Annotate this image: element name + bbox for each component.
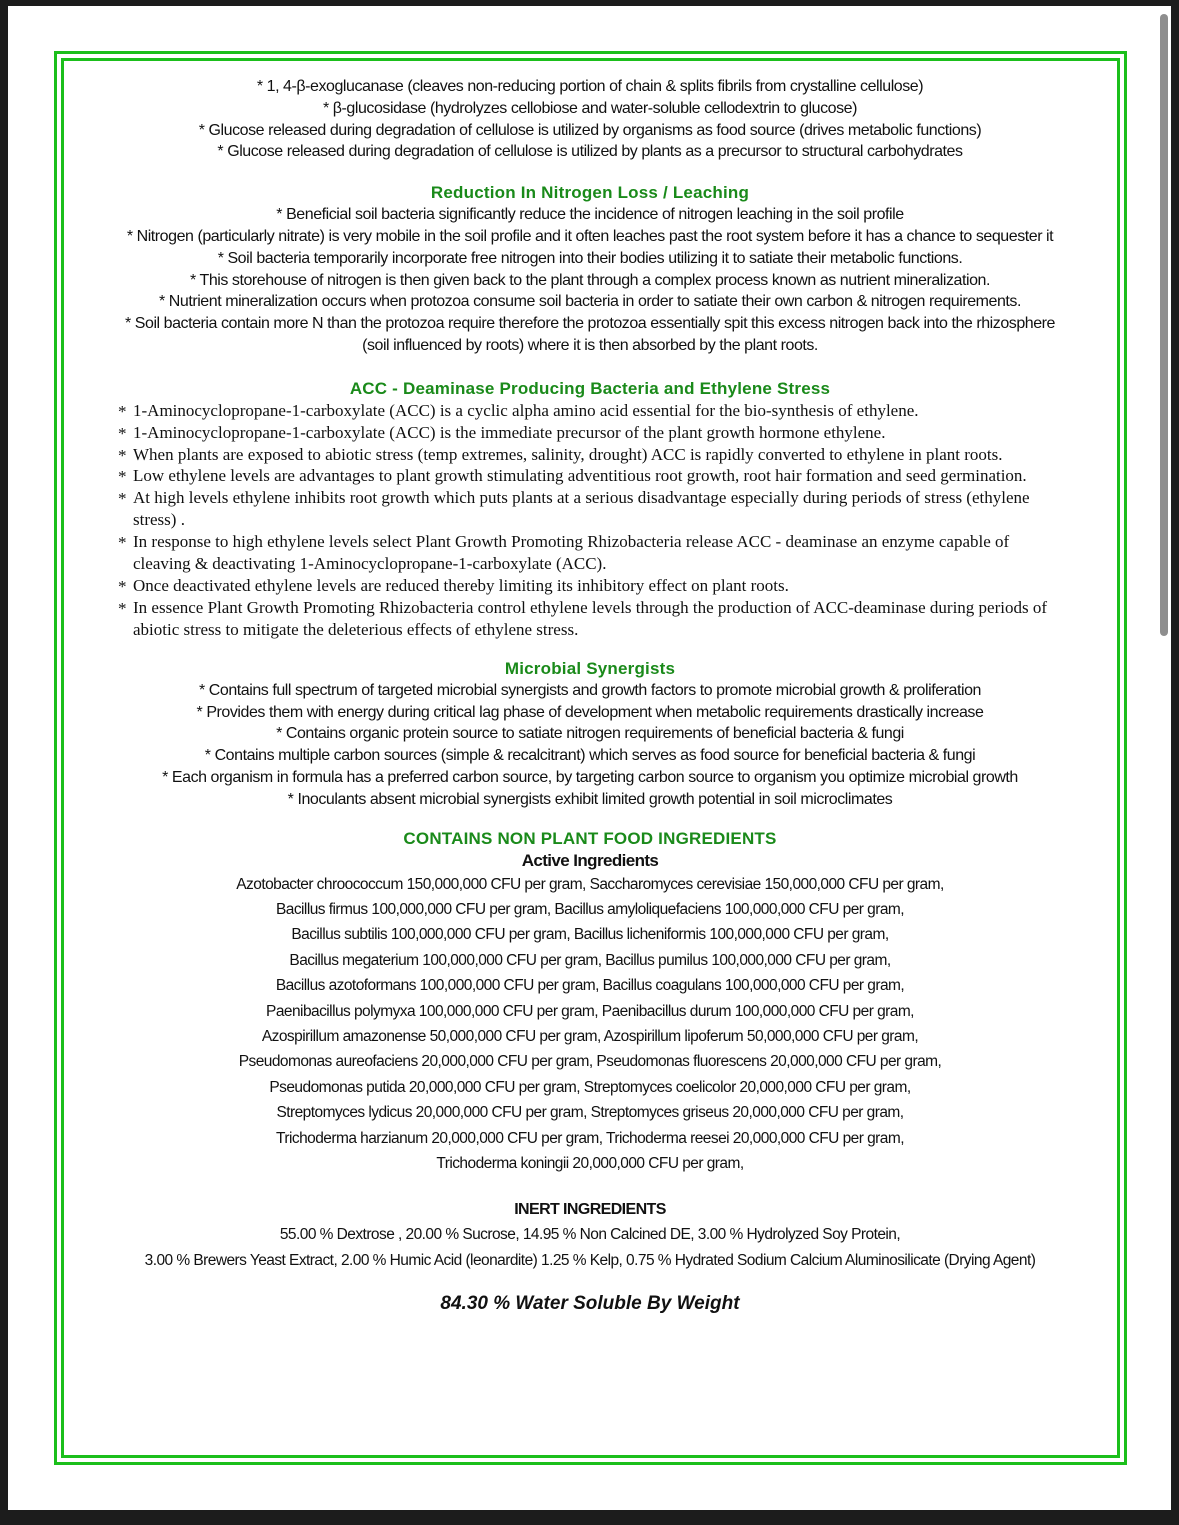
nitrogen-line: (soil influenced by roots) where it is then absorbed by the plant roots.: [362, 336, 818, 354]
synergist-line: * Each organism in formula has a preferred carbon source, by targeting carbon source to organism you optimize microbial growth: [162, 768, 1018, 786]
nitrogen-line: * Nitrogen (particularly nitrate) is very mobile in the soil profile and it often leaches past the root system before it has a chance to sequester it: [126, 227, 1054, 245]
active-ingredient-line: Trichoderma koningii 20,000,000 CFU per gram,: [436, 1154, 744, 1172]
inert-ingredient-line: 3.00 % Brewers Yeast Extract, 2.00 % Humic Acid (leonardite) 1.25 % Kelp, 0.75 % Hydrated Sodium Calcium Aluminosilicate (Drying Agent): [144, 1252, 1036, 1270]
intro-line: * Glucose released during degradation of cellulose is utilized by plants as a precursor to structural carbohydrates: [217, 143, 963, 161]
acc-item: * Once deactivated ethylene levels are reduced thereby limiting its inhibitory effect on plant roots.: [118, 575, 1063, 597]
active-ingredient-line: Azospirillum amazonense 50,000,000 CFU per gram, Azospirillum lipoferum 50,000,000 CFU per gram,: [261, 1027, 919, 1045]
acc-heading: ACC - Deaminase Producing Bacteria and Ethylene Stress: [349, 378, 831, 398]
acc-item: * Low ethylene levels are advantages to plant growth stimulating adventitious root growth, root hair formation and seed germination.: [118, 465, 1063, 487]
active-ingredient-line: Bacillus megaterium 100,000,000 CFU per gram, Bacillus pumilus 100,000,000 CFU per gram,: [289, 951, 891, 969]
synergists-section: [70, 680, 1110, 811]
ingredients-heading: CONTAINS NON PLANT FOOD INGREDIENTS: [403, 828, 777, 848]
acc-list: [70, 400, 1110, 641]
nitrogen-section: [70, 204, 1110, 357]
nitrogen-line: * Soil bacteria contain more N than the protozoa require therefore the protozoa essentially spit this excess nitrogen back into the rhizosphere: [125, 315, 1055, 333]
nitrogen-line: * Beneficial soil bacteria significantly reduce the incidence of nitrogen leaching in the soil profile: [276, 206, 904, 224]
inert-ingredient-line: 55.00 % Dextrose , 20.00 % Sucrose, 14.95 % Non Calcined DE, 3.00 % Hydrolyzed Soy Protein,: [279, 1226, 901, 1244]
nitrogen-line: * This storehouse of nitrogen is then given back to the plant through a complex process known as nutrient mineralization.: [190, 271, 990, 289]
synergist-line: * Provides them with energy during critical lag phase of development when metabolic requirements drastically increase: [196, 703, 984, 721]
acc-item: * 1-Aminocyclopropane-1-carboxylate (ACC) is a cyclic alpha amino acid essential for the bio-synthesis of ethylene.: [118, 400, 1063, 422]
active-ingredient-line: Bacillus subtilis 100,000,000 CFU per gram, Bacillus licheniformis 100,000,000 CFU per gram,: [291, 926, 889, 944]
intro-line: * β-glucosidase (hydrolyzes cellobiose and water-soluble cellodextrin to glucose): [323, 99, 857, 117]
nitrogen-line: * Soil bacteria temporarily incorporate free nitrogen into their bodies utilizing it to satiate their metabolic functions.: [217, 249, 963, 267]
synergist-line: * Contains multiple carbon sources (simple & recalcitrant) which serves as food source for beneficial bacteria & fungi: [204, 747, 976, 765]
active-ingredient-line: Azotobacter chroococcum 150,000,000 CFU per gram, Saccharomyces cerevisiae 150,000,000 CFU per gram,: [236, 875, 944, 893]
inert-ingredients-title: INERT INGREDIENTS: [514, 1201, 666, 1219]
label-content: [70, 76, 1110, 1317]
active-ingredient-line: Paenibacillus polymyxa 100,000,000 CFU per gram, Paenibacillus durum 100,000,000 CFU per gram,: [266, 1002, 914, 1020]
acc-item: * In response to high ethylene levels select Plant Growth Promoting Rhizobacteria release ACC - deaminase an enzyme capable of cleaving & deactivating 1-Aminocyclopropane-1-carboxylate (ACC).: [118, 531, 1063, 575]
active-ingredient-line: Bacillus azotoformans 100,000,000 CFU per gram, Bacillus coagulans 100,000,000 CFU per gram,: [275, 977, 905, 995]
intro-section: [70, 76, 1110, 163]
nitrogen-heading: Reduction In Nitrogen Loss / Leaching: [430, 183, 750, 203]
active-ingredient-line: Pseudomonas putida 20,000,000 CFU per gram, Streptomyces coelicolor 20,000,000 CFU per gram,: [269, 1078, 911, 1096]
active-ingredients-title: Active Ingredients: [521, 850, 659, 870]
acc-item: * 1-Aminocyclopropane-1-carboxylate (ACC) is the immediate precursor of the plant growth hormone ethylene.: [118, 422, 1063, 444]
active-ingredient-line: Trichoderma harzianum 20,000,000 CFU per gram, Trichoderma reesei 20,000,000 CFU per gram,: [276, 1129, 904, 1147]
intro-line: * 1, 4-β-exoglucanase (cleaves non-reducing portion of chain & splits fibrils from crystalline cellulose): [256, 78, 924, 95]
water-soluble-note: 84.30 % Water Soluble By Weight: [440, 1293, 740, 1315]
vertical-scrollbar[interactable]: [1160, 14, 1168, 636]
acc-item: * At high levels ethylene inhibits root growth which puts plants at a serious disadvantage especially during periods of stress (ethylene stress) .: [118, 487, 1063, 531]
acc-item: * In essence Plant Growth Promoting Rhizobacteria control ethylene levels through the production of ACC-deaminase during periods of abiotic stress to mitigate the deleterious effects of ethylene stress.: [118, 597, 1063, 641]
synergist-line: * Contains full spectrum of targeted microbial synergists and growth factors to promote microbial growth & proliferation: [199, 681, 981, 699]
acc-item: * When plants are exposed to abiotic stress (temp extremes, salinity, drought) ACC is rapidly converted to ethylene in plant roots.: [118, 444, 1063, 466]
synergist-line: * Contains organic protein source to satiate nitrogen requirements of beneficial bacteria & fungi: [276, 725, 904, 743]
synergists-heading: Microbial Synergists: [504, 658, 676, 678]
active-ingredients-list: [70, 872, 1110, 1177]
synergist-line: * Inoculants absent microbial synergists exhibit limited growth potential in soil microclimates: [287, 790, 893, 808]
intro-line: * Glucose released during degradation of cellulose is utilized by organisms as food source (drives metabolic functions): [198, 121, 982, 139]
active-ingredient-line: Streptomyces lydicus 20,000,000 CFU per gram, Streptomyces griseus 20,000,000 CFU per gram,: [276, 1104, 904, 1122]
active-ingredient-line: Pseudomonas aureofaciens 20,000,000 CFU per gram, Pseudomonas fluorescens 20,000,000 CFU per gram,: [238, 1053, 942, 1071]
active-ingredient-line: Bacillus firmus 100,000,000 CFU per gram, Bacillus amyloliquefaciens 100,000,000 CFU per gram,: [275, 900, 905, 918]
nitrogen-line: * Nutrient mineralization occurs when protozoa consume soil bacteria in order to satiate their own carbon & nitrogen requirements.: [159, 293, 1021, 311]
